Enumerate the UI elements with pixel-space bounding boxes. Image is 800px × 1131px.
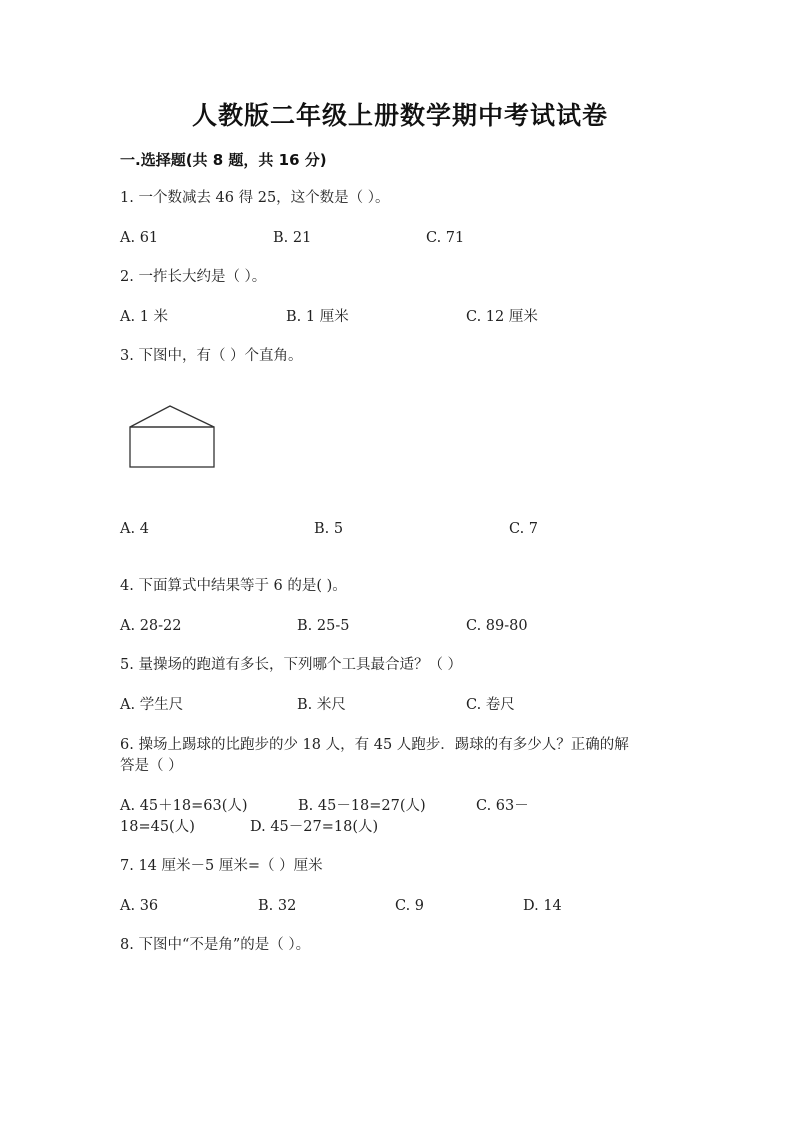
question-7-option-d: D. 14 [523, 898, 562, 914]
question-1-option-a: A. 61 [120, 230, 159, 246]
question-3-option-a: A. 4 [120, 521, 149, 537]
question-5-option-c: C. 卷尺 [466, 697, 515, 713]
question-5-stem: 5. 量操场的跑道有多长，下列哪个工具最合适？（ ） [120, 657, 463, 673]
question-6-stem-line-2: 答是（ ） [120, 758, 183, 774]
question-6-option-b: B. 45－18=27(人) [298, 798, 426, 814]
question-6-option-c: C. 63－ [476, 798, 529, 814]
question-2-option-b: B. 1 厘米 [286, 309, 349, 325]
rectangle-body [130, 427, 214, 467]
question-5-option-b: B. 米尺 [297, 697, 346, 713]
question-3-option-c: C. 7 [509, 521, 539, 537]
question-6-option-c-continued: 18=45(人) [120, 819, 195, 835]
question-4-option-a: A. 28-22 [120, 618, 182, 634]
house-shape-figure [128, 404, 220, 472]
question-1-option-c: C. 71 [426, 230, 465, 246]
question-6-option-d: D. 45－27=18(人) [250, 819, 379, 835]
question-4-option-c: C. 89-80 [466, 618, 528, 634]
question-7-option-b: B. 32 [258, 898, 297, 914]
triangle-roof [130, 406, 214, 427]
question-2-option-a: A. 1 米 [120, 309, 169, 325]
question-4-option-b: B. 25-5 [297, 618, 350, 634]
question-8-stem: 8. 下图中“不是角”的是（ ）。 [120, 937, 311, 953]
question-3-stem: 3. 下图中，有（ ）个直角。 [120, 348, 303, 364]
question-1-option-b: B. 21 [273, 230, 312, 246]
question-7-option-c: C. 9 [395, 898, 425, 914]
question-6-stem-line-1: 6. 操场上踢球的比跑步的少 18 人，有 45 人跑步．踢球的有多少人？正确的解 [120, 737, 629, 753]
question-2-stem: 2. 一拃长大约是（ ）。 [120, 269, 267, 285]
question-3-option-b: B. 5 [314, 521, 344, 537]
question-7-option-a: A. 36 [120, 898, 159, 914]
question-6-option-a: A. 45＋18=63(人) [120, 798, 248, 814]
question-4-stem: 4. 下面算式中结果等于 6 的是( )。 [120, 578, 347, 594]
question-1-stem: 1. 一个数减去 46 得 25，这个数是（ ）。 [120, 190, 390, 206]
exam-title: 人教版二年级上册数学期中考试试卷 [191, 101, 608, 130]
question-5-option-a: A. 学生尺 [120, 697, 184, 713]
section-heading: 一.选择题(共 8 题，共 16 分) [120, 151, 327, 169]
question-2-option-c: C. 12 厘米 [466, 309, 538, 325]
question-7-stem: 7. 14 厘米－5 厘米=（ ）厘米 [120, 858, 323, 874]
